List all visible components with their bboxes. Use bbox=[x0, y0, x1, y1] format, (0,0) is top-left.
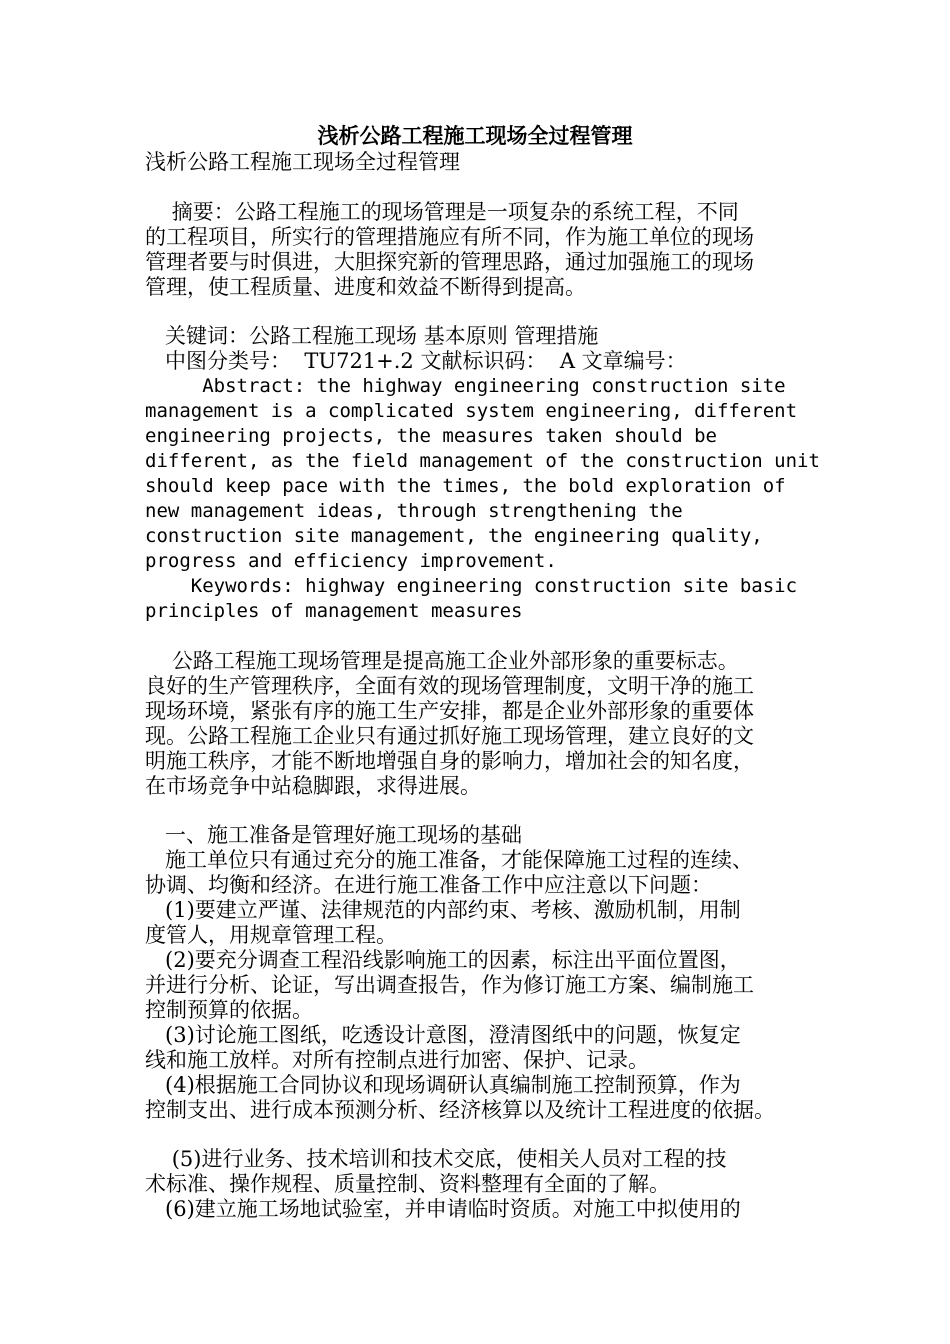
section-line: 控制支出、进行成本预测分析、经济核算以及统计工程进度的依据。 bbox=[145, 1098, 775, 1122]
document-subtitle: 浅析公路工程施工现场全过程管理 bbox=[145, 150, 460, 174]
intro-line: 现。公路工程施工企业只有通过抓好施工现场管理，建立良好的文 bbox=[145, 724, 754, 748]
abstract-cn-line: 管理者要与时俱进，大胆探究新的管理思路，通过加强施工的现场 bbox=[145, 250, 754, 274]
intro-line: 公路工程施工现场管理是提高施工企业外部形象的重要标志。 bbox=[145, 649, 739, 673]
abstract-en-line: management is a complicated system engineering, different bbox=[145, 400, 798, 422]
keywords-cn: 关键词：公路工程施工现场 基本原则 管理措施 bbox=[145, 324, 599, 348]
section-line: (3)讨论施工图纸，吃透设计意图，澄清图纸中的问题，恢复定 bbox=[145, 1023, 741, 1047]
document-title: 浅析公路工程施工现场全过程管理 bbox=[317, 124, 633, 148]
section-line: 度管人，用规章管理工程。 bbox=[145, 923, 397, 947]
section-line: (5)进行业务、技术培训和技术交底，使相关人员对工程的技 bbox=[145, 1147, 727, 1171]
abstract-en-line: new management ideas, through strengthening the bbox=[145, 500, 683, 522]
keywords-en-line: principles of management measures bbox=[145, 600, 523, 622]
abstract-en-line: should keep pace with the times, the bold exploration of bbox=[145, 475, 786, 497]
abstract-cn-line: 管理，使工程质量、进度和效益不断得到提高。 bbox=[145, 275, 586, 299]
intro-line: 在市场竞争中站稳脚跟，求得进展。 bbox=[145, 774, 481, 798]
abstract-en-line: engineering projects, the measures taken should be bbox=[145, 425, 717, 447]
keywords-en-line: Keywords: highway engineering construction site basic bbox=[145, 575, 798, 597]
abstract-en-line: Abstract: the highway engineering construction site bbox=[145, 375, 786, 397]
intro-line: 明施工秩序，才能不断地增强自身的影响力，增加社会的知名度， bbox=[145, 749, 754, 773]
section-line: 控制预算的依据。 bbox=[145, 998, 313, 1022]
intro-line: 现场环境，紧张有序的施工生产安排，都是企业外部形象的重要体 bbox=[145, 699, 754, 723]
abstract-en-line: progress and efficiency improvement. bbox=[145, 550, 557, 572]
section-line: 协调、均衡和经济。在进行施工准备工作中应注意以下问题： bbox=[145, 873, 712, 897]
abstract-en-line: different, as the field management of the construction unit bbox=[145, 450, 820, 472]
section-heading: 一、施工准备是管理好施工现场的基础 bbox=[145, 823, 523, 847]
section-line: (6)建立施工场地试验室，并申请临时资质。对施工中拟使用的 bbox=[145, 1197, 741, 1221]
section-line: 并进行分析、论证，写出调查报告，作为修订施工方案、编制施工 bbox=[145, 973, 754, 997]
abstract-cn-line: 的工程项目，所实行的管理措施应有所不同，作为施工单位的现场 bbox=[145, 225, 754, 249]
intro-line: 良好的生产管理秩序，全面有效的现场管理制度，文明干净的施工 bbox=[145, 674, 754, 698]
section-line: (1)要建立严谨、法律规范的内部约束、考核、激励机制，用制 bbox=[145, 898, 741, 922]
section-line: 术标准、操作规程、质量控制、资料整理有全面的了解。 bbox=[145, 1172, 670, 1196]
section-line: (2)要充分调查工程沿线影响施工的因素，标注出平面位置图， bbox=[145, 948, 741, 972]
section-line: 线和施工放样。对所有控制点进行加密、保护、记录。 bbox=[145, 1048, 649, 1072]
section-line: 施工单位只有通过充分的施工准备，才能保障施工过程的连续、 bbox=[145, 848, 754, 872]
section-line: (4)根据施工合同协议和现场调研认真编制施工控制预算，作为 bbox=[145, 1073, 741, 1097]
classification-line: 中图分类号： TU721+.2 文献标识码： A 文章编号： bbox=[145, 349, 687, 373]
abstract-en-line: construction site management, the engineering quality, bbox=[145, 525, 763, 547]
abstract-cn-line: 摘要：公路工程施工的现场管理是一项复杂的系统工程，不同 bbox=[145, 200, 739, 224]
